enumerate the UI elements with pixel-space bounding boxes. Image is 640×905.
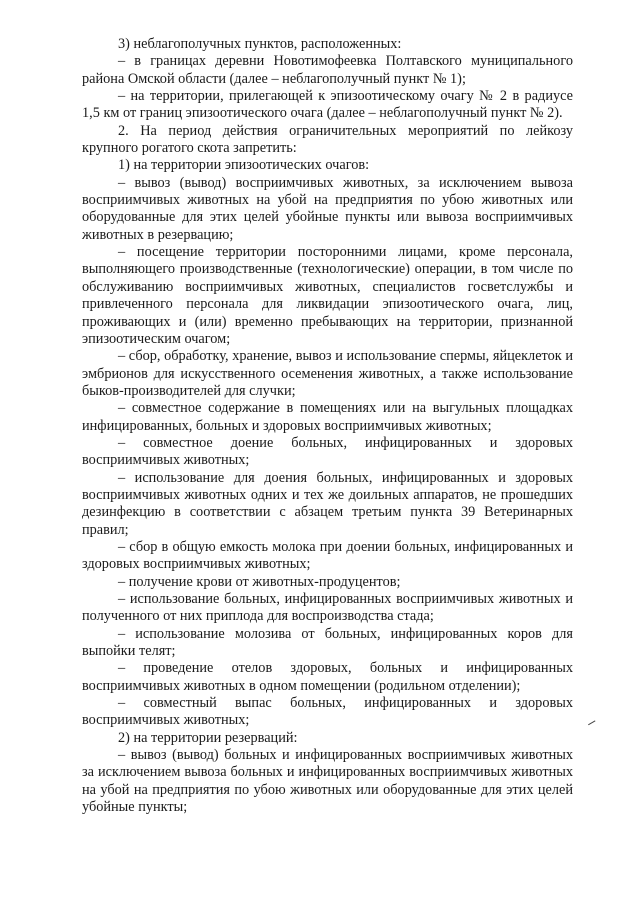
paragraph: – сбор в общую емкость молока при доении больных, инфицированных и здоровых восприимчивых животных; [82, 538, 573, 573]
paragraph: – проведение отелов здоровых, больных и инфицированных восприимчивых животных в одном помещении (родильном отделении); [82, 660, 573, 694]
paragraph: – совместное доение больных, инфицированных и здоровых восприимчивых животных; [82, 434, 573, 469]
pen-mark [588, 720, 598, 729]
paragraph: – посещение территории посторонними лицами, кроме персонала, выполняющего производственные (технологические) операции, в том числе по обслуживанию восприимчивых животных, специалистов госветслужбы и привлеченного персонала для ликвидации эпизоотического очага, лиц, проживающих и (или) временно пребывающих на территории, признанной эпизоотическим очагом; [82, 244, 573, 347]
paragraph: – совместный выпас больных, инфицированных и здоровых восприимчивых животных; [82, 695, 573, 729]
paragraph: 2) на территории резерваций: [118, 729, 298, 746]
paragraph: – сбор, обработку, хранение, вывоз и использование спермы, яйцеклеток и эмбрионов для искусственного осеменения животных, а также использование быков-производителей для случки; [82, 348, 573, 399]
paragraph: – на территории, прилегающей к эпизоотическому очагу № 2 в радиусе 1,5 км от границ эпизоотического очага (далее – неблагополучный пункт № 2). [82, 88, 573, 122]
paragraph: – использование молозива от больных, инфицированных коров для выпойки телят; [82, 625, 573, 660]
document-body [82, 36, 573, 816]
paragraph: 1) на территории эпизоотических очагов: [118, 157, 370, 174]
paragraph: – в границах деревни Новотимофеевка Полтавского муниципального района Омской области (далее – неблагополучный пункт № 1); [82, 53, 573, 87]
paragraph: – использование больных, инфицированных восприимчивых животных и полученного от них приплода для воспроизводства стада; [82, 591, 573, 625]
paragraph: 3) неблагополучных пунктов, расположенных: [118, 36, 402, 52]
paragraph: 2. На период действия ограничительных мероприятий по лейкозу крупного рогатого скота запретить: [82, 122, 573, 157]
paragraph: – использование для доения больных, инфицированных и здоровых восприимчивых животных одних и тех же доильных аппаратов, не прошедших дезинфекцию в соответствии с абзацем третьим пункта 39 Ветеринарных правил; [82, 469, 573, 538]
paragraph: – вывоз (вывод) больных и инфицированных восприимчивых животных за исключением вывоза больных и инфицированных восприимчивых животных на убой на предприятия по убою животных или оборудованные для этих целей убойные пункты; [82, 747, 573, 816]
paragraph: – совместное содержание в помещениях или на выгульных площадках инфицированных, больных и здоровых восприимчивых животных; [82, 400, 573, 434]
paragraph: – получение крови от животных-продуцентов; [118, 573, 401, 590]
paragraph: – вывоз (вывод) восприимчивых животных, за исключением вывоза восприимчивых животных на убой на предприятия по убою животных или оборудованные для этих целей убойные пункты или вывоза восприимчивых животных в резервацию; [82, 174, 573, 243]
